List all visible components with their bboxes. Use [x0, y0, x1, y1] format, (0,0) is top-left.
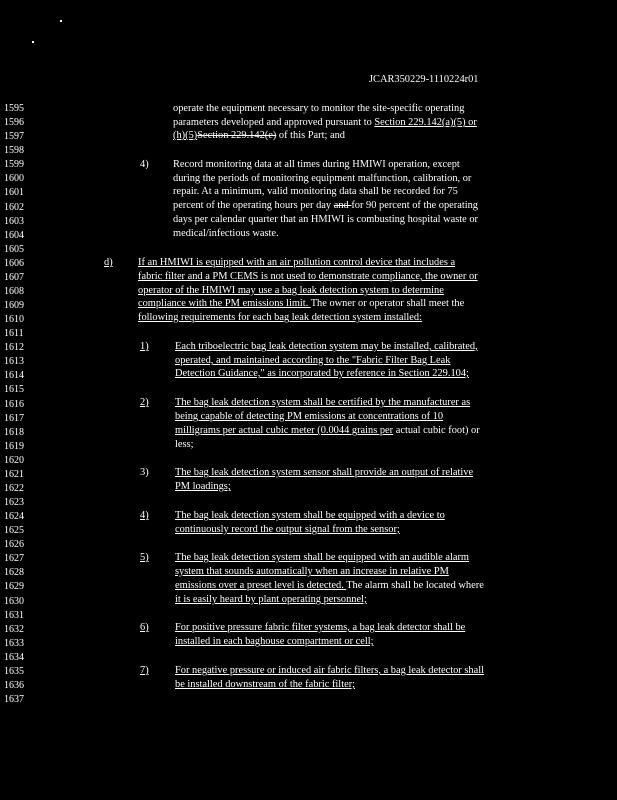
para-line: parameters developed and approved pursuant to Section 229.142(a)(5) or [173, 117, 477, 128]
para-line: Detection Guidance," as incorporated by reference in Section 229.104; [175, 368, 469, 379]
para-line: following requirements for each bag leak detection system installed: [138, 312, 422, 323]
line-number: 1629 [4, 581, 24, 593]
line-number: 1607 [4, 271, 24, 283]
para-line: fabric filter and a PM CEMS is not used to demonstrate compliance, the owner or [138, 271, 478, 282]
para-line: If an HMIWI is equipped with an air pollution control device that includes a [138, 257, 456, 268]
para-line: emissions over a preset level is detected. The alarm shall be located where [175, 580, 484, 591]
para-line: installed in each baghouse compartment or cell; [175, 636, 374, 647]
line-number: 1616 [4, 398, 24, 410]
line-number: 1605 [4, 243, 24, 255]
scan-speck [60, 20, 62, 22]
para-line: Each triboelectric bag leak detection system may be installed, calibrated, [175, 341, 478, 352]
para-line: system that sounds automatically when an increase in relative PM [175, 566, 449, 577]
para-line: during the periods of monitoring equipment malfunction, calibration, or [173, 173, 472, 184]
item-marker: 1) [140, 341, 149, 352]
line-number: 1601 [4, 187, 24, 199]
para-line: The bag leak detection system shall be equipped with a device to [175, 510, 445, 521]
para-line: The bag leak detection system shall be certified by the manufacturer as [175, 397, 471, 408]
line-number: 1626 [4, 539, 24, 551]
item-marker: d) [104, 257, 113, 268]
scan-speck [32, 41, 34, 43]
para-line: Record monitoring data at all times during HMIWI operation, except [173, 159, 460, 170]
line-number: 1625 [4, 525, 24, 537]
line-number: 1633 [4, 637, 24, 649]
para-line: percent of the operating hours per day and for 90 percent of the operating [173, 200, 478, 211]
line-number: 1598 [4, 145, 24, 157]
para-line: milligrams per actual cubic meter (0.0044 grains per actual cubic foot) or [175, 425, 480, 436]
para-line: medical/infectious waste. [173, 228, 279, 239]
line-number: 1615 [4, 384, 24, 396]
para-line: being capable of detecting PM emissions at concentrations of 10 [175, 411, 444, 422]
line-number: 1617 [4, 412, 24, 424]
line-number: 1627 [4, 553, 24, 565]
line-number: 1609 [4, 300, 24, 311]
line-number: 1614 [4, 370, 24, 382]
para-line: For negative pressure or induced air fabric filters, a bag leak detector shall [175, 665, 484, 676]
line-number: 1608 [4, 285, 24, 297]
para-line: operated, and maintained according to the "Fabric Filter Bag Leak [175, 355, 451, 366]
para-line: continuously record the output signal from the sensor; [175, 524, 400, 535]
line-number: 1612 [4, 342, 24, 354]
line-number: 1624 [4, 511, 24, 522]
para-line: days per calendar quarter that an HMIWI is combusting hospital waste or [173, 214, 478, 225]
item-marker: 3) [140, 467, 149, 478]
item-marker: 4) [140, 159, 149, 170]
item-marker: 2) [140, 397, 149, 408]
line-number: 1631 [4, 609, 24, 621]
para-line: it is easily heard by plant operating personnel; [175, 594, 367, 605]
line-number: 1597 [4, 131, 24, 143]
line-number: 1618 [4, 426, 24, 438]
line-number: 1602 [4, 201, 24, 213]
para-line: less; [175, 439, 194, 450]
para-line: The bag leak detection system sensor shall provide an output of relative [175, 467, 474, 478]
line-number: 1611 [4, 328, 24, 340]
line-number: 1637 [4, 693, 24, 705]
line-number: 1630 [4, 595, 24, 607]
para-line: For positive pressure fabric filter systems, a bag leak detector shall be [175, 622, 466, 633]
line-number: 1622 [4, 482, 24, 494]
line-number: 1595 [4, 103, 24, 114]
item-marker: 5) [140, 552, 149, 563]
line-number: 1610 [4, 314, 24, 326]
line-number: 1635 [4, 665, 24, 677]
line-number: 1636 [4, 679, 24, 691]
item-marker: 6) [140, 622, 149, 633]
line-number: 1596 [4, 117, 24, 129]
para-line: The bag leak detection system shall be equipped with an audible alarm [175, 552, 470, 563]
line-number: 1599 [4, 159, 24, 171]
line-number: 1606 [4, 257, 24, 269]
line-number: 1619 [4, 440, 24, 452]
para-line: PM loadings; [175, 481, 231, 492]
para-line: compliance with the PM emissions limit. The owner or operator shall meet the [138, 298, 465, 309]
para-line: operator of the HMIWI may use a bag leak detection system to determine [138, 285, 444, 296]
item-marker: 7) [140, 665, 149, 676]
para-line: (h)(5)Section 229.142(e) of this Part; and [173, 130, 345, 141]
line-number: 1600 [4, 173, 24, 185]
para-line: be installed downstream of the fabric filter; [175, 679, 356, 690]
item-marker: 4) [140, 510, 149, 521]
line-number: 1613 [4, 356, 24, 368]
para-line: operate the equipment necessary to monitor the site-specific operating [173, 103, 465, 114]
line-number: 1604 [4, 229, 24, 241]
line-number: 1632 [4, 623, 24, 635]
line-number: 1603 [4, 215, 24, 227]
line-number: 1628 [4, 567, 24, 579]
line-number: 1621 [4, 468, 24, 480]
line-number: 1634 [4, 651, 24, 663]
para-line: repair. At a minimum, valid monitoring data shall be recorded for 75 [173, 186, 458, 197]
line-number: 1623 [4, 497, 24, 508]
document-id: JCAR350229-1110224r01 [369, 74, 479, 85]
line-number: 1620 [4, 454, 24, 466]
